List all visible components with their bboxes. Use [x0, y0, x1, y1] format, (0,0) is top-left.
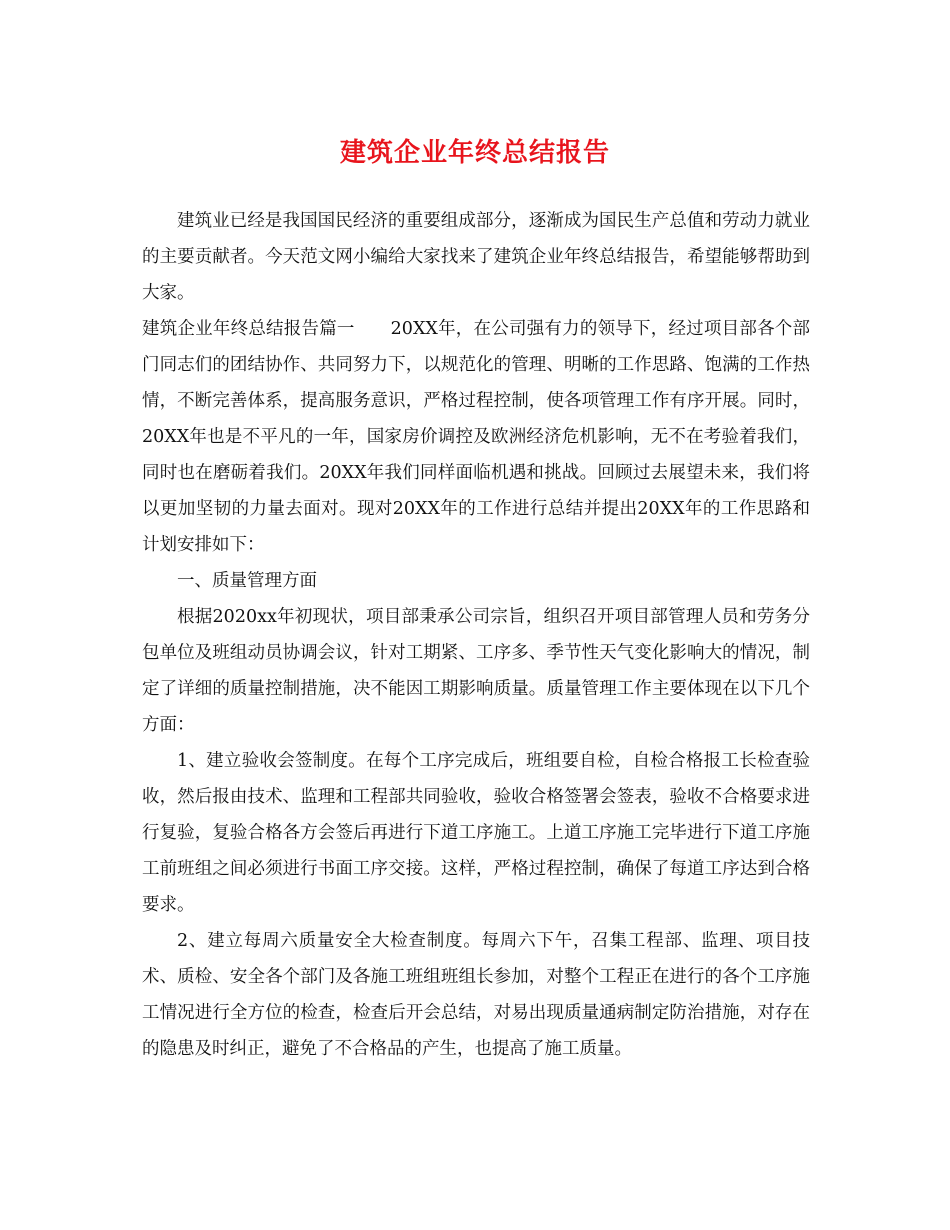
paragraph-intro: 建筑业已经是我国国民经济的重要组成部分，逐渐成为国民生产总值和劳动力就业的主要贡献者。今天范文网小编给大家找来了建筑企业年终总结报告，希望能够帮助到大家。	[142, 211, 810, 303]
paragraph-section-one-text: 20XX年，在公司强有力的领导下，经过项目部各个部门同志们的团结协作、共同努力下，以规范化的管理、明晰的工作思路、饱满的工作热情，不断完善体系，提高服务意识，严格过程控制，使各项管理工作有序开展。同时，20XX年也是不平凡的一年，国家房价调控及欧洲经济危机影响，无不在考验着我们，同时也在磨砺着我们。20XX年我们同样面临机遇和挑战。回顾过去展望未来，我们将以更加坚韧的力量去面对。现对20XX年的工作进行总结并提出20XX年的工作思路和计划安排如下：	[142, 319, 811, 555]
paragraph-section-one	[142, 311, 810, 563]
section-heading-part-one: 建筑企业年终总结报告篇一	[142, 319, 355, 339]
paragraph-quality-overview: 根据2020xx年初现状，项目部秉承公司宗旨，组织召开项目部管理人员和劳务分包单位及班组动员协调会议，针对工期紧、工序多、季节性天气变化影响大的情况，制定了详细的质量控制措施，决不能因工期影响质量。质量管理工作主要体现在以下几个方面：	[142, 607, 810, 735]
document-title: 建筑企业年终总结报告	[339, 138, 610, 168]
paragraph-item-2: 2、建立每周六质量安全大检查制度。每周六下午，召集工程部、监理、项目技术、质检、安全各个部门及各施工班组班组长参加，对整个工程正在进行的各个工序施工情况进行全方位的检查，检查后开会总结，对易出现质量通病制定防治措施，对存在的隐患及时纠正，避免了不合格品的产生，也提高了施工质量。	[142, 931, 810, 1059]
heading-quality-management: 一、质量管理方面	[177, 571, 317, 591]
paragraph-item-1: 1、建立验收会签制度。在每个工序完成后，班组要自检，自检合格报工长检查验收，然后报由技术、监理和工程部共同验收，验收合格签署会签表，验收不合格要求进行复验，复验合格各方会签后再进行下道工序施工。上道工序施工完毕进行下道工序施工前班组之间必须进行书面工序交接。这样，严格过程控制，确保了每道工序达到合格要求。	[142, 751, 810, 915]
document-body	[142, 203, 810, 1067]
